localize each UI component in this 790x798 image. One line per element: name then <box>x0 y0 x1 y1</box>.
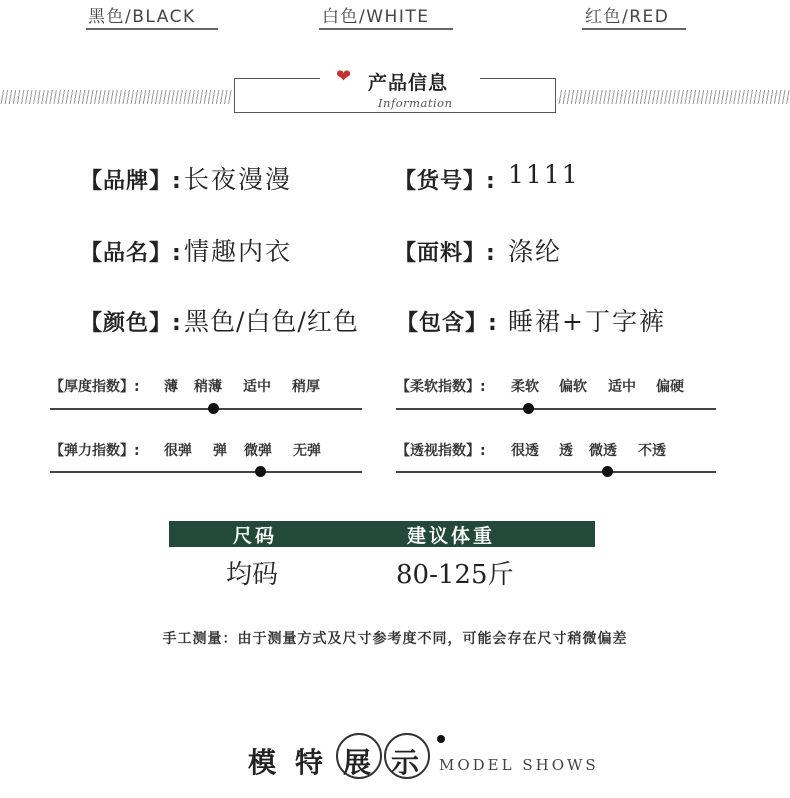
model-show-english: MODEL SHOWS <box>439 756 599 774</box>
color-label: 【颜色】: <box>80 311 182 336</box>
color-label-red: 红色/RED <box>585 7 670 27</box>
elasticity-index-label: 【弹力指数】: <box>50 443 140 459</box>
product-name-label: 【品名】: <box>80 241 182 266</box>
fabric-value: 涤纶 <box>508 237 563 266</box>
elasticity-option: 弹 <box>213 443 227 459</box>
softness-option: 适中 <box>608 379 636 395</box>
model-show-dot <box>437 735 445 743</box>
elasticity-option: 无弹 <box>293 443 321 459</box>
item-number-label: 【货号】: <box>394 169 496 194</box>
item-number-value: 1111 <box>508 160 580 189</box>
info-header-title: 产品信息 <box>368 72 449 94</box>
hatch-decoration-right <box>558 90 790 104</box>
transparency-scale-line <box>396 471 716 473</box>
weight-cell: 80-125斤 <box>396 560 514 590</box>
thickness-option: 稍厚 <box>292 379 320 395</box>
transparency-option: 透 <box>559 443 573 459</box>
measurement-note: 手工测量：由于测量方式及尺寸参考度不同，可能会存在尺寸稍微偏差 <box>162 631 628 647</box>
softness-option: 偏软 <box>559 379 587 395</box>
info-frame-top-right <box>480 78 556 79</box>
weight-header: 建议体重 <box>407 525 496 547</box>
softness-option: 偏硬 <box>656 379 684 395</box>
brand-value: 长夜漫漫 <box>184 165 293 194</box>
brand-label: 【品牌】: <box>80 169 182 194</box>
elasticity-option: 很弹 <box>164 443 192 459</box>
color-value: 黑色/白色/红色 <box>184 307 359 336</box>
size-cell: 均码 <box>226 560 279 590</box>
softness-index-label: 【柔软指数】: <box>396 379 486 395</box>
transparency-option: 微透 <box>589 443 617 459</box>
hatch-decoration-left <box>0 90 232 104</box>
softness-indicator-dot <box>523 403 534 414</box>
transparency-indicator-dot <box>602 466 613 477</box>
color-label-black: 黑色/BLACK <box>88 7 196 27</box>
includes-value: 睡裙+丁字裤 <box>508 307 666 336</box>
size-table-header <box>169 521 595 547</box>
model-show-char: 模 <box>248 746 277 779</box>
softness-option: 柔软 <box>511 379 539 395</box>
thickness-option: 适中 <box>243 379 271 395</box>
heart-icon: ❤ <box>336 66 352 87</box>
thickness-option: 稍薄 <box>194 379 222 395</box>
info-header-subtitle: Information <box>378 96 453 110</box>
transparency-option: 很透 <box>511 443 539 459</box>
transparency-option: 不透 <box>638 443 666 459</box>
color-underline-red <box>582 28 686 30</box>
elasticity-indicator-dot <box>255 466 266 477</box>
info-frame-top-left <box>234 78 320 79</box>
color-underline-white <box>319 28 453 30</box>
color-underline-black <box>86 28 218 30</box>
transparency-index-label: 【透视指数】: <box>396 443 486 459</box>
thickness-index-label: 【厚度指数】: <box>50 379 140 395</box>
model-show-char: 展 <box>343 746 372 779</box>
softness-scale-line <box>396 408 716 410</box>
color-label-white: 白色/WHITE <box>322 7 430 27</box>
thickness-option: 薄 <box>164 379 178 395</box>
model-show-char: 示 <box>391 746 420 779</box>
fabric-label: 【面料】: <box>394 241 496 266</box>
elasticity-scale-line <box>50 471 362 473</box>
model-show-char: 特 <box>295 746 324 779</box>
elasticity-option: 微弹 <box>244 443 272 459</box>
product-name-value: 情趣内衣 <box>184 237 293 266</box>
size-header: 尺码 <box>233 525 278 547</box>
thickness-scale-line <box>50 408 362 410</box>
includes-label: 【包含】: <box>396 311 498 336</box>
thickness-indicator-dot <box>208 403 219 414</box>
